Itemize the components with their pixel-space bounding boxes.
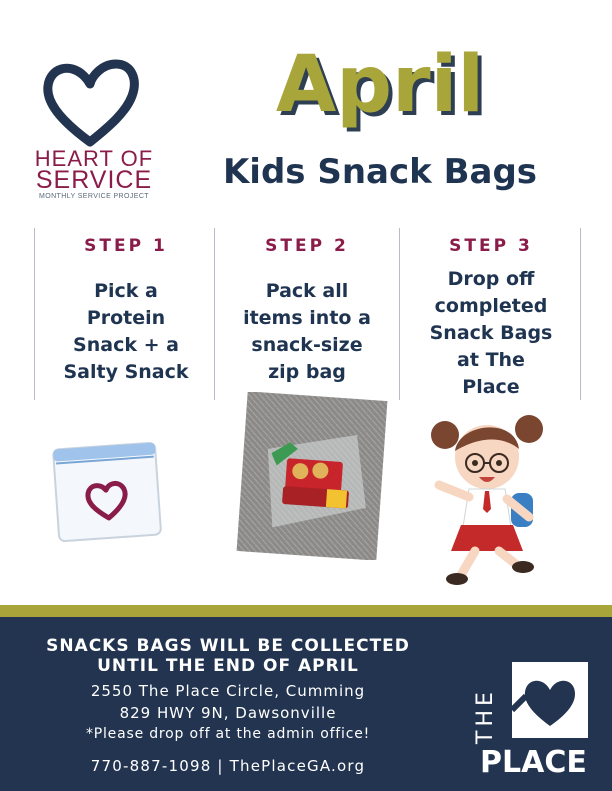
girl-illustration xyxy=(425,405,550,590)
step-3-line: Drop off xyxy=(447,268,535,290)
step-3-label: STEP 3 xyxy=(449,236,533,256)
step-1-text xyxy=(41,278,211,386)
step-3-line: Place xyxy=(462,376,520,398)
divider xyxy=(34,228,35,400)
step-2-line: snack-size xyxy=(251,334,363,356)
address-dawsonville: 829 HWY 9N, Dawsonville xyxy=(119,704,337,722)
month-title: April xyxy=(275,40,485,130)
step-2 xyxy=(222,236,392,386)
collection-notice-line2: UNTIL THE END OF APRIL xyxy=(97,656,359,676)
step-1-line: Snack + a xyxy=(73,334,179,356)
divider xyxy=(580,228,581,400)
address-cumming: 2550 The Place Circle, Cumming xyxy=(90,682,366,700)
the-place-logo xyxy=(470,648,600,778)
step-3-line: at The xyxy=(457,349,525,371)
step-3-line: completed xyxy=(434,295,548,317)
step-3-text xyxy=(406,266,576,401)
dropoff-note: *Please drop off at the admin office! xyxy=(85,726,371,742)
logo-place-text: PLACE xyxy=(480,745,587,778)
page-title: Kids Snack Bags xyxy=(222,152,538,192)
logo-tagline: MONTHLY SERVICE PROJECT xyxy=(39,193,149,200)
step-2-text xyxy=(222,278,392,386)
snack-bag-photo xyxy=(236,392,388,560)
accent-band xyxy=(0,605,612,617)
step-3-line: Snack Bags xyxy=(429,322,553,344)
collection-notice-line1: SNACKS BAGS WILL BE COLLECTED xyxy=(46,636,410,656)
logo-line2: SERVICE xyxy=(35,166,153,194)
step-2-line: items into a xyxy=(243,307,371,329)
heart-logo-icon xyxy=(40,56,140,148)
step-2-label: STEP 2 xyxy=(265,236,349,256)
step-2-line: Pack all xyxy=(265,280,349,302)
step-1-line: Salty Snack xyxy=(63,361,189,383)
logo-the-text: THE xyxy=(473,688,498,744)
step-1 xyxy=(41,236,211,386)
zip-bag-icon xyxy=(48,436,166,546)
step-1-label: STEP 1 xyxy=(84,236,168,256)
step-2-line: zip bag xyxy=(268,361,346,383)
step-3 xyxy=(406,236,576,401)
divider xyxy=(399,228,400,400)
step-1-line: Pick a xyxy=(94,280,158,302)
logo-line1: HEART OF xyxy=(34,146,154,171)
contact-info: 770-887-1098 | ThePlaceGA.org xyxy=(90,757,366,775)
divider xyxy=(214,228,215,400)
step-1-line: Protein xyxy=(86,307,166,329)
